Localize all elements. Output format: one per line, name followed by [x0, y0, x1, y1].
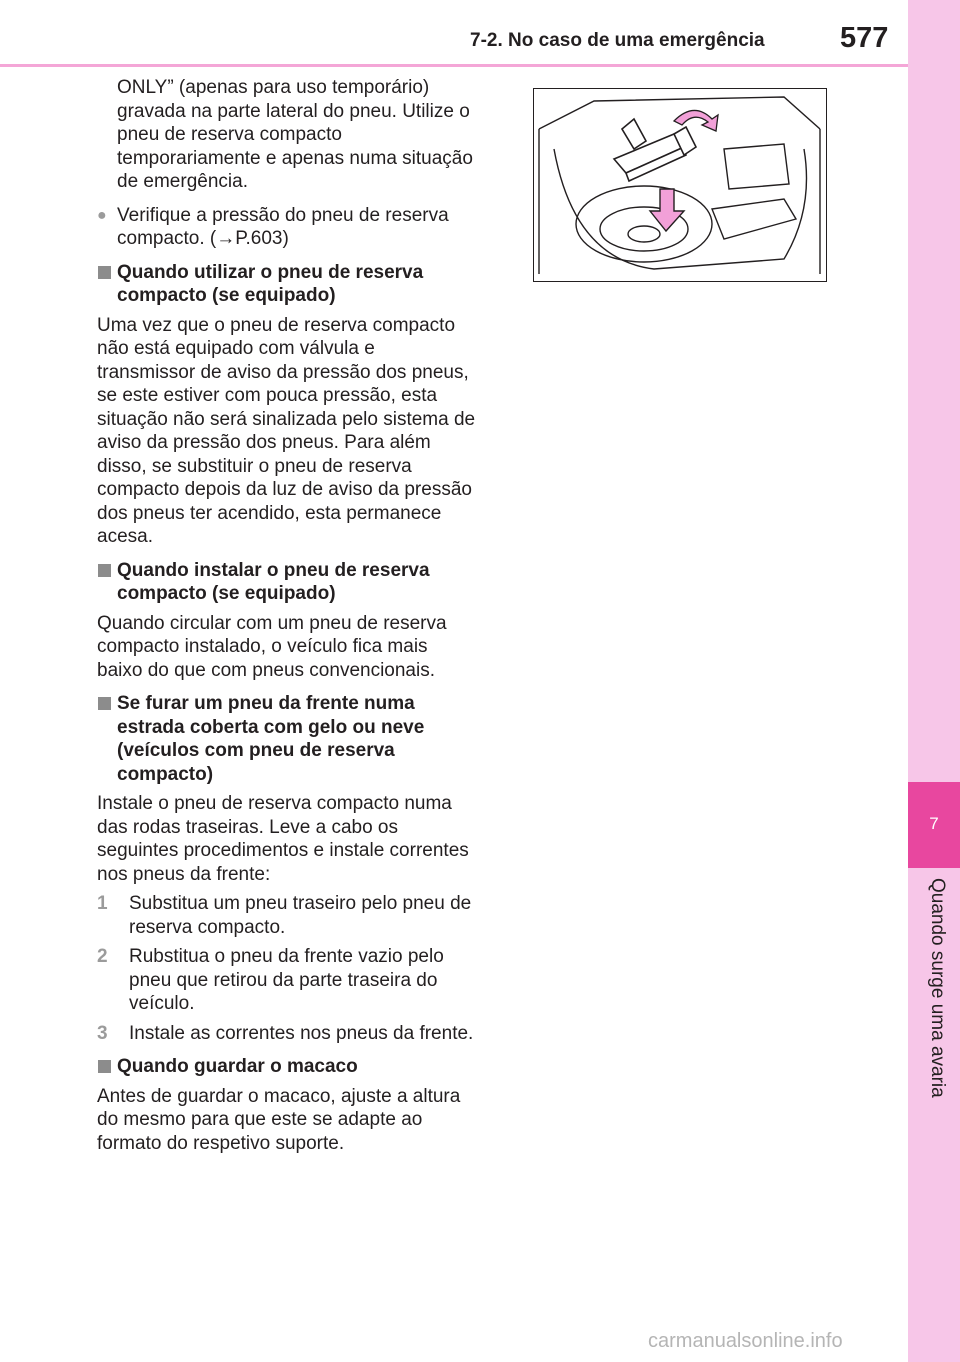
square-marker-icon — [97, 261, 117, 308]
step-item — [97, 945, 477, 1016]
square-marker-icon — [97, 559, 117, 606]
bullet-item — [97, 204, 477, 251]
down-arrow-icon — [650, 189, 684, 231]
intro-paragraph: ONLY” (apenas para uso temporário) gravada na parte lateral do pneu. Utilize o pneu de reserva compacto temporariamente e apenas numa situação de emergência. — [117, 77, 473, 192]
section-heading — [97, 559, 477, 606]
step-number: 3 — [97, 1022, 108, 1044]
header-rule — [0, 64, 908, 67]
section-heading — [97, 692, 477, 786]
section-title: 7-2. No caso de uma emergência — [470, 30, 765, 51]
heading-text: Quando utilizar o pneu de reserva compacto (se equipado) — [117, 261, 424, 306]
section-paragraph: Antes de guardar o macaco, ajuste a altura do mesmo para que este se adapte ao formato do respetivo suporte. — [97, 1085, 461, 1154]
section-paragraph: Instale o pneu de reserva compacto numa das rodas traseiras. Leve a cabo os seguintes procedimentos e instale correntes nos pneus da frente: — [97, 793, 469, 885]
square-marker-icon — [97, 1055, 117, 1079]
bullet-text: Verifique a pressão do pneu de reserva compacto. (→P.603) — [117, 204, 449, 249]
chapter-number: 7 — [929, 814, 939, 833]
chapter-title: Quando surge uma avaria — [927, 878, 948, 1098]
rotate-arrow-icon — [674, 110, 718, 131]
bullet-dot-icon: ● — [97, 206, 107, 224]
step-text: Rubstitua o pneu da frente vazio pelo pneu que retirou da parte traseira do veículo. — [129, 946, 444, 1014]
section-heading — [97, 1055, 477, 1079]
section-paragraph: Uma vez que o pneu de reserva compacto não está equipado com válvula e transmissor de aviso da pressão dos pneus, se este estiver com pouca pressão, esta situação não será sinalizada pelo sistema de aviso da pressão dos pneus. Para além disso, se substituir o pneu de reserva compacto depois da luz de aviso da pressão dos pneus ter acendido, esta permanece acesa. — [97, 314, 476, 547]
heading-text: Quando instalar o pneu de reserva compacto (se equipado) — [117, 559, 430, 604]
section-paragraph: Quando circular com um pneu de reserva compacto instalado, o veículo fica mais baixo do que com pneus convencionais. — [97, 612, 447, 681]
main-text-column — [97, 76, 477, 1165]
chapter-side-tab — [908, 0, 960, 1362]
step-item — [97, 1022, 477, 1046]
heading-text: Se furar um pneu da frente numa estrada coberta com gelo ou neve (veículos com pneu de reserva compacto) — [117, 693, 425, 785]
step-text: Instale as correntes nos pneus da frente. — [129, 1022, 474, 1044]
jack-icon — [614, 119, 696, 181]
step-item — [97, 892, 477, 939]
step-text: Substitua um pneu traseiro pelo pneu de reserva compacto. — [129, 893, 472, 938]
step-number: 2 — [97, 946, 108, 967]
heading-text: Quando guardar o macaco — [117, 1056, 358, 1077]
page-number: 577 — [840, 22, 889, 54]
jack-storage-illustration — [533, 88, 827, 282]
trunk-jack-drawing — [534, 89, 825, 280]
square-marker-icon — [97, 692, 117, 786]
section-heading — [97, 261, 477, 308]
watermark: carmanualsonline.info — [648, 1330, 843, 1352]
step-number: 1 — [97, 893, 108, 914]
